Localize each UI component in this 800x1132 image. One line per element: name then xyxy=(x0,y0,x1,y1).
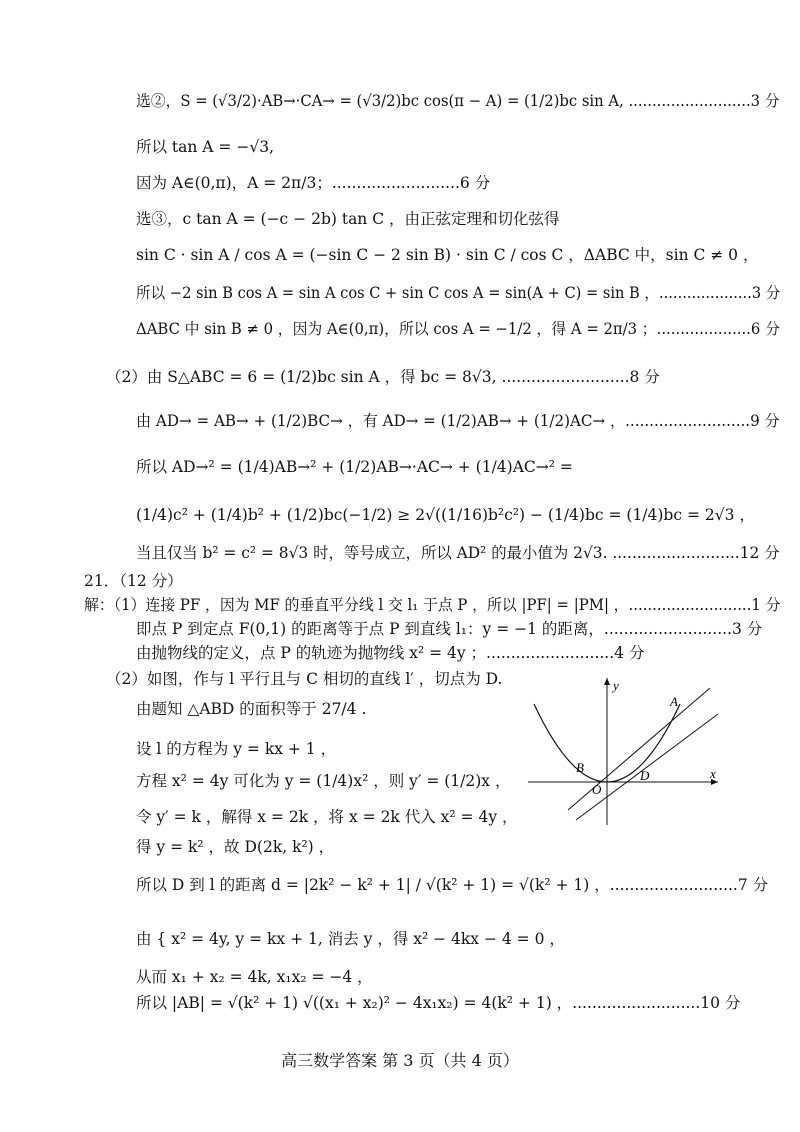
q21-line-1: 解：（1）连接 PF ，因为 MF 的垂直平分线 l 交 l₁ 于点 P ，所以 |PF| = |PM| ，..........................1 分 xyxy=(84,596,781,614)
label-y: y xyxy=(613,678,619,693)
part2-line-5: 当且仅当 b² = c² = 8√3 时，等号成立，所以 AD² 的最小值为 2√3. ..........................12 分 xyxy=(136,544,780,562)
q21-line-8: 令 y′ = k ，解得 x = 2k ，将 x = 2k 代入 x² = 4y ， xyxy=(136,808,518,826)
q21-line-10: 所以 D 到 l 的距离 d = |2k² − k² + 1| / √(k² + 1) = √(k² + 1) ，..........................7 分 xyxy=(136,876,769,894)
q21-line-4: （2）如图，作与 l 平行且与 C 相切的直线 l′ ，切点为 D. xyxy=(106,670,503,688)
s3-line-4: ΔABC 中 sin B ≠ 0 ，因为 A∈(0,π)，所以 cos A = −1/2 ，得 A = 2π/3 ；....................6 分 xyxy=(136,320,780,338)
label-o: O xyxy=(592,782,602,797)
q21-line-3: 由抛物线的定义，点 P 的轨迹为抛物线 x² = 4y ；..........................4 分 xyxy=(136,644,645,662)
s2-tan-line: 所以 tan A = −√3, xyxy=(136,138,274,156)
q21-line-9: 得 y = k² ，故 D(2k, k²) ， xyxy=(136,838,335,856)
q21-line-7: 方程 x² = 4y 可化为 y = (1/4)x² ，则 y′ = (1/2)x ， xyxy=(136,772,511,790)
part2-line-4: (1/4)c² + (1/4)b² + (1/2)bc(−1/2) ≥ 2√((1/16)b²c²) − (1/4)bc = (1/4)bc = 2√3 ， xyxy=(136,506,755,524)
label-a: A xyxy=(670,694,678,709)
q21-line-2: 即点 P 到定点 F(0,1) 的距离等于点 P 到直线 l₁：y = −1 的距离，..........................3 分 xyxy=(136,620,763,638)
part2-line-2: 由 AD→ = AB→ + (1/2)BC→ ，有 AD→ = (1/2)AB→ + (1/2)AC→ ，..........................9 分 xyxy=(136,412,780,430)
q21-line-12: 从而 x₁ + x₂ = 4k, x₁x₂ = −4 ， xyxy=(136,968,373,986)
label-x: x xyxy=(710,766,716,781)
label-d: D xyxy=(640,768,650,783)
q21-line-11: 由 { x² = 4y, y = kx + 1, 消去 y ，得 x² − 4kx − 4 = 0 ， xyxy=(136,930,565,948)
s2-area-line: 选②，S = (√3/2)·AB→·CA→ = (√3/2)bc cos(π − A) = (1/2)bc sin A, ..........................3 分 xyxy=(136,92,780,110)
part2-line-3: 所以 AD→² = (1/4)AB→² + (1/2)AB→·AC→ + (1/4)AC→² = xyxy=(136,458,573,476)
part2-line-1: （2）由 S△ABC = 6 = (1/2)bc sin A ，得 bc = 8√3, ..........................8 分 xyxy=(106,368,660,386)
s2-range-line: 因为 A∈(0,π)，A = 2π/3；..........................6 分 xyxy=(136,174,491,192)
y-axis-arrow xyxy=(604,678,610,685)
q21-line-6: 设 l 的方程为 y = kx + 1 ， xyxy=(136,740,337,758)
line-l xyxy=(568,688,710,810)
s3-line-1: 选③，c tan A = (−c − 2b) tan C ，由正弦定理和切化弦得 xyxy=(136,210,560,228)
page-footer: 高三数学答案 第 3 页（共 4 页） xyxy=(281,1051,519,1070)
q21-line-13: 所以 |AB| = √(k² + 1) √((x₁ + x₂)² − 4x₁x₂) = 4(k² + 1) ，..........................10 分 xyxy=(136,994,741,1012)
line-l-prime xyxy=(576,714,718,820)
label-b: B xyxy=(576,760,584,775)
q21-line-5: 由题知 △ABD 的面积等于 27/4 . xyxy=(136,700,367,718)
s3-line-3: 所以 −2 sin B cos A = sin A cos C + sin C cos A = sin(A + C) = sin B ，....................3 分 xyxy=(136,284,781,302)
parabola-figure xyxy=(520,670,730,830)
s3-line-2: sin C · sin A / cos A = (−sin C − 2 sin B) · sin C / cos C ，ΔABC 中，sin C ≠ 0 ， xyxy=(136,246,759,264)
q21-heading: 21．（12 分） xyxy=(84,572,183,590)
